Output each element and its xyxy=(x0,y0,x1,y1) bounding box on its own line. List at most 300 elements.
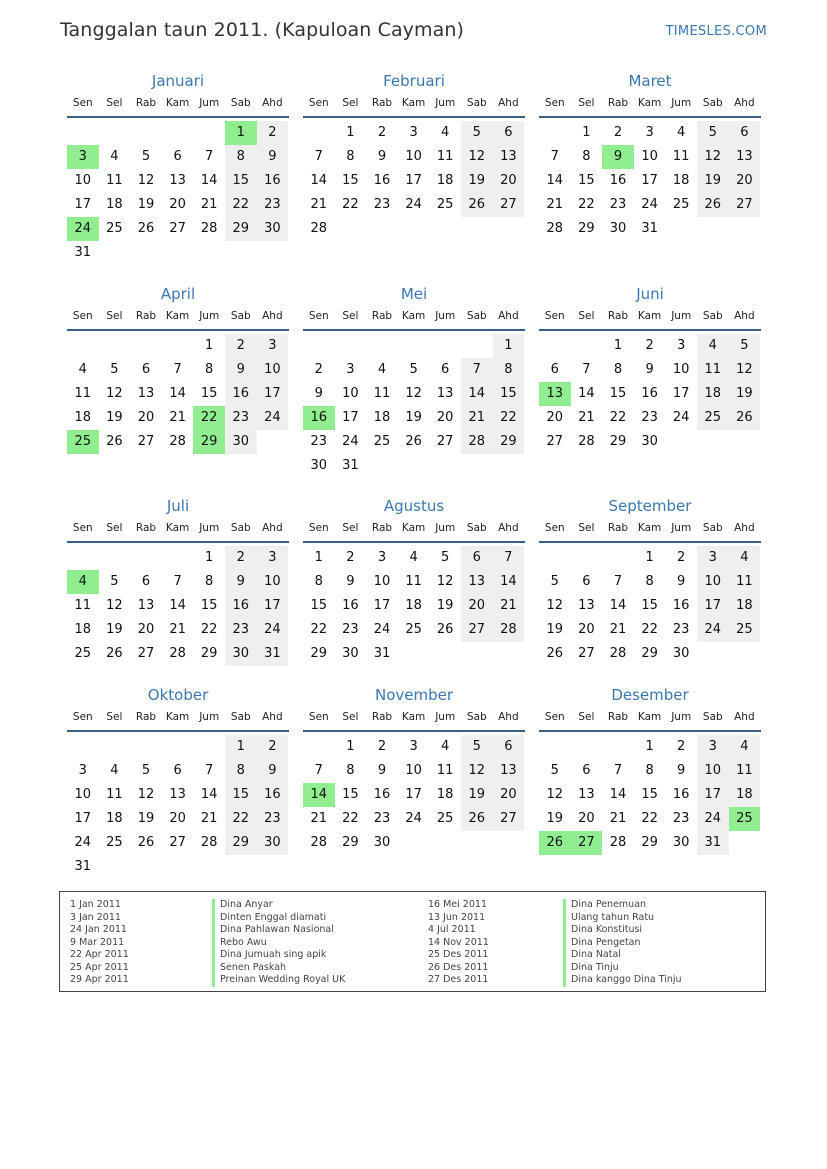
day-cell[interactable]: 27 xyxy=(461,618,493,642)
day-cell[interactable]: 30 xyxy=(342,646,359,661)
day-cell[interactable]: 20 xyxy=(578,622,595,637)
day-cell[interactable]: 18 xyxy=(373,410,391,425)
day-cell[interactable]: 1 xyxy=(493,334,525,358)
day-cell[interactable]: 16 xyxy=(225,594,257,618)
day-cell[interactable]: 19 xyxy=(436,598,454,613)
day-cell[interactable]: 24 xyxy=(697,618,729,642)
holiday-day-cell[interactable]: 27 xyxy=(571,831,603,855)
day-cell[interactable]: 4 xyxy=(377,362,387,377)
day-cell[interactable]: 29 xyxy=(641,835,658,850)
day-cell[interactable]: 12 xyxy=(405,386,422,401)
day-cell[interactable]: 3 xyxy=(645,125,654,140)
holiday-day-cell[interactable]: 22 xyxy=(193,406,225,430)
day-cell[interactable]: 20 xyxy=(137,410,155,425)
day-cell[interactable]: 18 xyxy=(729,594,761,618)
day-cell[interactable]: 16 xyxy=(342,598,359,613)
day-cell[interactable]: 11 xyxy=(436,149,454,164)
day-cell[interactable]: 24 xyxy=(74,835,92,850)
day-cell[interactable]: 10 xyxy=(74,173,92,188)
holiday-day-cell[interactable]: 13 xyxy=(539,382,571,406)
holiday-day-cell[interactable]: 14 xyxy=(303,783,335,807)
day-cell[interactable]: 8 xyxy=(645,574,654,589)
day-cell[interactable]: 15 xyxy=(493,382,525,406)
day-cell[interactable]: 9 xyxy=(377,149,387,164)
day-cell[interactable]: 2 xyxy=(346,550,355,565)
day-cell[interactable]: 7 xyxy=(613,763,623,778)
day-cell[interactable]: 3 xyxy=(257,546,289,570)
holiday-day-cell[interactable]: 4 xyxy=(67,570,99,594)
day-cell[interactable]: 4 xyxy=(409,550,418,565)
day-cell[interactable]: 15 xyxy=(342,787,359,802)
day-cell[interactable]: 26 xyxy=(106,434,123,449)
day-cell[interactable]: 26 xyxy=(697,193,729,217)
day-cell[interactable]: 8 xyxy=(346,763,355,778)
day-cell[interactable]: 27 xyxy=(137,646,155,661)
day-cell[interactable]: 23 xyxy=(609,197,627,212)
day-cell[interactable]: 31 xyxy=(697,831,729,855)
day-cell[interactable]: 21 xyxy=(310,811,328,826)
day-cell[interactable]: 25 xyxy=(729,618,761,642)
day-cell[interactable]: 4 xyxy=(78,362,87,377)
day-cell[interactable]: 21 xyxy=(200,811,218,826)
day-cell[interactable]: 26 xyxy=(137,221,155,236)
day-cell[interactable]: 20 xyxy=(546,410,564,425)
day-cell[interactable]: 16 xyxy=(672,787,690,802)
day-cell[interactable]: 17 xyxy=(405,173,422,188)
day-cell[interactable]: 23 xyxy=(672,811,690,826)
day-cell[interactable]: 30 xyxy=(257,831,289,855)
holiday-day-cell[interactable]: 26 xyxy=(539,831,571,855)
day-cell[interactable]: 31 xyxy=(257,642,289,666)
day-cell[interactable]: 19 xyxy=(461,169,493,193)
day-cell[interactable]: 12 xyxy=(106,598,123,613)
day-cell[interactable]: 9 xyxy=(225,358,257,382)
day-cell[interactable]: 4 xyxy=(110,763,119,778)
day-cell[interactable]: 3 xyxy=(409,739,418,754)
day-cell[interactable]: 16 xyxy=(672,598,690,613)
day-cell[interactable]: 23 xyxy=(373,197,391,212)
day-cell[interactable]: 7 xyxy=(205,763,214,778)
day-cell[interactable]: 28 xyxy=(461,430,493,454)
day-cell[interactable]: 6 xyxy=(582,574,591,589)
day-cell[interactable]: 31 xyxy=(74,859,92,874)
day-cell[interactable]: 11 xyxy=(672,149,690,164)
day-cell[interactable]: 2 xyxy=(677,550,686,565)
day-cell[interactable]: 12 xyxy=(697,145,729,169)
day-cell[interactable]: 22 xyxy=(493,406,525,430)
day-cell[interactable]: 19 xyxy=(461,783,493,807)
day-cell[interactable]: 10 xyxy=(257,358,289,382)
day-cell[interactable]: 18 xyxy=(436,173,454,188)
day-cell[interactable]: 28 xyxy=(169,434,186,449)
site-logo[interactable]: TIMESLES.COM xyxy=(665,24,767,39)
day-cell[interactable]: 13 xyxy=(578,787,595,802)
day-cell[interactable]: 4 xyxy=(729,735,761,759)
day-cell[interactable]: 5 xyxy=(141,763,151,778)
day-cell[interactable]: 5 xyxy=(141,149,151,164)
day-cell[interactable]: 16 xyxy=(641,386,658,401)
day-cell[interactable]: 30 xyxy=(609,221,627,236)
holiday-day-cell[interactable]: 16 xyxy=(303,406,335,430)
day-cell[interactable]: 19 xyxy=(697,169,729,193)
day-cell[interactable]: 2 xyxy=(613,125,623,140)
day-cell[interactable]: 20 xyxy=(578,811,595,826)
day-cell[interactable]: 19 xyxy=(405,410,422,425)
day-cell[interactable]: 24 xyxy=(405,811,422,826)
day-cell[interactable]: 13 xyxy=(436,386,454,401)
day-cell[interactable]: 7 xyxy=(314,149,323,164)
day-cell[interactable]: 2 xyxy=(377,125,387,140)
day-cell[interactable]: 3 xyxy=(377,550,387,565)
day-cell[interactable]: 29 xyxy=(342,835,359,850)
day-cell[interactable]: 23 xyxy=(672,622,690,637)
day-cell[interactable]: 1 xyxy=(645,550,654,565)
day-cell[interactable]: 1 xyxy=(314,550,323,565)
day-cell[interactable]: 17 xyxy=(697,783,729,807)
day-cell[interactable]: 30 xyxy=(310,458,328,473)
day-cell[interactable]: 5 xyxy=(697,121,729,145)
day-cell[interactable]: 14 xyxy=(200,173,218,188)
day-cell[interactable]: 12 xyxy=(461,145,493,169)
day-cell[interactable]: 9 xyxy=(257,759,289,783)
day-cell[interactable]: 2 xyxy=(314,362,323,377)
day-cell[interactable]: 27 xyxy=(436,434,454,449)
day-cell[interactable]: 19 xyxy=(106,410,123,425)
day-cell[interactable]: 11 xyxy=(106,173,123,188)
day-cell[interactable]: 30 xyxy=(225,430,257,454)
day-cell[interactable]: 4 xyxy=(441,125,450,140)
day-cell[interactable]: 15 xyxy=(641,598,658,613)
day-cell[interactable]: 9 xyxy=(677,574,686,589)
day-cell[interactable]: 18 xyxy=(106,811,123,826)
day-cell[interactable]: 8 xyxy=(645,763,654,778)
day-cell[interactable]: 18 xyxy=(436,787,454,802)
day-cell[interactable]: 23 xyxy=(641,410,658,425)
day-cell[interactable]: 14 xyxy=(546,173,564,188)
day-cell[interactable]: 27 xyxy=(169,221,186,236)
day-cell[interactable]: 3 xyxy=(78,763,87,778)
day-cell[interactable]: 6 xyxy=(729,121,761,145)
day-cell[interactable]: 27 xyxy=(729,193,761,217)
day-cell[interactable]: 3 xyxy=(346,362,355,377)
day-cell[interactable]: 28 xyxy=(609,835,627,850)
day-cell[interactable]: 18 xyxy=(672,173,690,188)
day-cell[interactable]: 26 xyxy=(461,807,493,831)
day-cell[interactable]: 30 xyxy=(672,646,690,661)
day-cell[interactable]: 24 xyxy=(672,410,690,425)
day-cell[interactable]: 2 xyxy=(225,334,257,358)
day-cell[interactable]: 10 xyxy=(74,787,92,802)
day-cell[interactable]: 19 xyxy=(137,197,155,212)
day-cell[interactable]: 1 xyxy=(205,550,214,565)
day-cell[interactable]: 13 xyxy=(137,598,155,613)
day-cell[interactable]: 8 xyxy=(205,574,214,589)
day-cell[interactable]: 22 xyxy=(310,622,328,637)
day-cell[interactable]: 11 xyxy=(697,358,729,382)
holiday-day-cell[interactable]: 25 xyxy=(729,807,761,831)
holiday-day-cell[interactable]: 9 xyxy=(602,145,634,169)
day-cell[interactable]: 15 xyxy=(641,787,658,802)
day-cell[interactable]: 10 xyxy=(672,362,690,377)
day-cell[interactable]: 28 xyxy=(200,835,218,850)
day-cell[interactable]: 20 xyxy=(493,169,525,193)
day-cell[interactable]: 7 xyxy=(613,574,623,589)
day-cell[interactable]: 25 xyxy=(405,622,422,637)
day-cell[interactable]: 20 xyxy=(169,197,186,212)
day-cell[interactable]: 16 xyxy=(257,783,289,807)
day-cell[interactable]: 17 xyxy=(697,594,729,618)
day-cell[interactable]: 6 xyxy=(441,362,450,377)
holiday-day-cell[interactable]: 1 xyxy=(225,121,257,145)
day-cell[interactable]: 9 xyxy=(225,570,257,594)
day-cell[interactable]: 1 xyxy=(225,735,257,759)
day-cell[interactable]: 5 xyxy=(461,735,493,759)
day-cell[interactable]: 10 xyxy=(405,763,422,778)
day-cell[interactable]: 6 xyxy=(173,149,182,164)
day-cell[interactable]: 30 xyxy=(257,217,289,241)
day-cell[interactable]: 25 xyxy=(373,434,391,449)
day-cell[interactable]: 11 xyxy=(74,386,92,401)
day-cell[interactable]: 21 xyxy=(546,197,564,212)
day-cell[interactable]: 22 xyxy=(200,622,218,637)
day-cell[interactable]: 14 xyxy=(493,570,525,594)
day-cell[interactable]: 24 xyxy=(405,197,422,212)
day-cell[interactable]: 20 xyxy=(436,410,454,425)
day-cell[interactable]: 12 xyxy=(137,787,155,802)
day-cell[interactable]: 10 xyxy=(373,574,391,589)
day-cell[interactable]: 26 xyxy=(729,406,761,430)
day-cell[interactable]: 11 xyxy=(405,574,422,589)
day-cell[interactable]: 24 xyxy=(697,807,729,831)
day-cell[interactable]: 31 xyxy=(373,646,391,661)
day-cell[interactable]: 25 xyxy=(697,406,729,430)
day-cell[interactable]: 31 xyxy=(641,221,658,236)
day-cell[interactable]: 22 xyxy=(641,811,658,826)
day-cell[interactable]: 16 xyxy=(257,169,289,193)
day-cell[interactable]: 7 xyxy=(173,362,182,377)
day-cell[interactable]: 10 xyxy=(641,149,658,164)
day-cell[interactable]: 29 xyxy=(641,646,658,661)
day-cell[interactable]: 18 xyxy=(106,197,123,212)
day-cell[interactable]: 28 xyxy=(169,646,186,661)
day-cell[interactable]: 28 xyxy=(310,835,328,850)
day-cell[interactable]: 25 xyxy=(672,197,690,212)
day-cell[interactable]: 13 xyxy=(137,386,155,401)
day-cell[interactable]: 26 xyxy=(546,646,564,661)
day-cell[interactable]: 14 xyxy=(169,386,186,401)
day-cell[interactable]: 7 xyxy=(314,763,323,778)
day-cell[interactable]: 5 xyxy=(550,763,559,778)
day-cell[interactable]: 7 xyxy=(582,362,591,377)
day-cell[interactable]: 24 xyxy=(373,622,391,637)
day-cell[interactable]: 28 xyxy=(310,221,328,236)
day-cell[interactable]: 10 xyxy=(697,759,729,783)
day-cell[interactable]: 27 xyxy=(169,835,186,850)
day-cell[interactable]: 13 xyxy=(461,570,493,594)
day-cell[interactable]: 9 xyxy=(257,145,289,169)
day-cell[interactable]: 11 xyxy=(729,570,761,594)
day-cell[interactable]: 21 xyxy=(493,594,525,618)
day-cell[interactable]: 14 xyxy=(578,386,595,401)
day-cell[interactable]: 20 xyxy=(493,783,525,807)
day-cell[interactable]: 30 xyxy=(225,642,257,666)
day-cell[interactable]: 3 xyxy=(257,334,289,358)
day-cell[interactable]: 3 xyxy=(697,735,729,759)
day-cell[interactable]: 9 xyxy=(377,763,387,778)
holiday-day-cell[interactable]: 24 xyxy=(67,217,99,241)
day-cell[interactable]: 30 xyxy=(672,835,690,850)
day-cell[interactable]: 1 xyxy=(645,739,654,754)
day-cell[interactable]: 6 xyxy=(173,763,182,778)
day-cell[interactable]: 12 xyxy=(461,759,493,783)
day-cell[interactable]: 25 xyxy=(74,646,92,661)
day-cell[interactable]: 12 xyxy=(546,787,564,802)
day-cell[interactable]: 18 xyxy=(74,622,92,637)
day-cell[interactable]: 20 xyxy=(137,622,155,637)
day-cell[interactable]: 21 xyxy=(310,197,328,212)
day-cell[interactable]: 15 xyxy=(609,386,627,401)
day-cell[interactable]: 9 xyxy=(645,362,654,377)
day-cell[interactable]: 14 xyxy=(609,787,627,802)
day-cell[interactable]: 17 xyxy=(405,787,422,802)
day-cell[interactable]: 9 xyxy=(314,386,323,401)
day-cell[interactable]: 23 xyxy=(257,807,289,831)
day-cell[interactable]: 10 xyxy=(697,570,729,594)
day-cell[interactable]: 7 xyxy=(205,149,214,164)
day-cell[interactable]: 2 xyxy=(677,739,686,754)
day-cell[interactable]: 7 xyxy=(550,149,559,164)
day-cell[interactable]: 26 xyxy=(461,193,493,217)
day-cell[interactable]: 13 xyxy=(169,787,186,802)
day-cell[interactable]: 6 xyxy=(550,362,559,377)
day-cell[interactable]: 8 xyxy=(225,145,257,169)
day-cell[interactable]: 20 xyxy=(169,811,186,826)
holiday-day-cell[interactable]: 3 xyxy=(67,145,99,169)
day-cell[interactable]: 8 xyxy=(205,362,214,377)
holiday-day-cell[interactable]: 29 xyxy=(193,430,225,454)
day-cell[interactable]: 17 xyxy=(672,386,690,401)
day-cell[interactable]: 13 xyxy=(169,173,186,188)
day-cell[interactable]: 5 xyxy=(461,121,493,145)
day-cell[interactable]: 22 xyxy=(225,807,257,831)
day-cell[interactable]: 9 xyxy=(677,763,686,778)
day-cell[interactable]: 23 xyxy=(342,622,359,637)
day-cell[interactable]: 14 xyxy=(310,173,328,188)
day-cell[interactable]: 16 xyxy=(373,173,391,188)
day-cell[interactable]: 1 xyxy=(205,338,214,353)
day-cell[interactable]: 25 xyxy=(436,811,454,826)
day-cell[interactable]: 2 xyxy=(225,546,257,570)
holiday-day-cell[interactable]: 25 xyxy=(67,430,99,454)
day-cell[interactable]: 6 xyxy=(141,362,151,377)
day-cell[interactable]: 8 xyxy=(613,362,623,377)
day-cell[interactable]: 22 xyxy=(609,410,627,425)
day-cell[interactable]: 4 xyxy=(441,739,450,754)
day-cell[interactable]: 5 xyxy=(729,334,761,358)
day-cell[interactable]: 11 xyxy=(373,386,391,401)
day-cell[interactable]: 2 xyxy=(257,121,289,145)
day-cell[interactable]: 25 xyxy=(106,221,123,236)
day-cell[interactable]: 5 xyxy=(110,362,119,377)
day-cell[interactable]: 17 xyxy=(74,197,92,212)
day-cell[interactable]: 16 xyxy=(373,787,391,802)
day-cell[interactable]: 21 xyxy=(609,622,627,637)
day-cell[interactable]: 4 xyxy=(110,149,119,164)
day-cell[interactable]: 23 xyxy=(257,193,289,217)
day-cell[interactable]: 17 xyxy=(641,173,658,188)
day-cell[interactable]: 13 xyxy=(493,759,525,783)
day-cell[interactable]: 4 xyxy=(677,125,686,140)
day-cell[interactable]: 19 xyxy=(729,382,761,406)
day-cell[interactable]: 11 xyxy=(74,598,92,613)
day-cell[interactable]: 6 xyxy=(493,735,525,759)
day-cell[interactable]: 28 xyxy=(546,221,564,236)
day-cell[interactable]: 10 xyxy=(257,570,289,594)
day-cell[interactable]: 8 xyxy=(314,574,323,589)
day-cell[interactable]: 5 xyxy=(550,574,559,589)
day-cell[interactable]: 24 xyxy=(641,197,658,212)
day-cell[interactable]: 21 xyxy=(578,410,595,425)
day-cell[interactable]: 19 xyxy=(106,622,123,637)
day-cell[interactable]: 14 xyxy=(169,598,186,613)
day-cell[interactable]: 15 xyxy=(578,173,595,188)
day-cell[interactable]: 22 xyxy=(342,197,359,212)
day-cell[interactable]: 3 xyxy=(697,546,729,570)
day-cell[interactable]: 20 xyxy=(729,169,761,193)
day-cell[interactable]: 29 xyxy=(225,831,257,855)
day-cell[interactable]: 27 xyxy=(546,434,564,449)
day-cell[interactable]: 18 xyxy=(405,598,422,613)
day-cell[interactable]: 14 xyxy=(609,598,627,613)
day-cell[interactable]: 26 xyxy=(106,646,123,661)
day-cell[interactable]: 26 xyxy=(137,835,155,850)
day-cell[interactable]: 5 xyxy=(409,362,418,377)
day-cell[interactable]: 22 xyxy=(225,193,257,217)
day-cell[interactable]: 22 xyxy=(641,622,658,637)
day-cell[interactable]: 21 xyxy=(461,406,493,430)
day-cell[interactable]: 19 xyxy=(546,622,564,637)
day-cell[interactable]: 3 xyxy=(677,338,686,353)
day-cell[interactable]: 28 xyxy=(578,434,595,449)
day-cell[interactable]: 29 xyxy=(578,221,595,236)
day-cell[interactable]: 28 xyxy=(200,221,218,236)
day-cell[interactable]: 15 xyxy=(310,598,328,613)
day-cell[interactable]: 27 xyxy=(137,434,155,449)
day-cell[interactable]: 17 xyxy=(342,410,359,425)
day-cell[interactable]: 8 xyxy=(582,149,591,164)
day-cell[interactable]: 31 xyxy=(342,458,359,473)
day-cell[interactable]: 12 xyxy=(436,574,454,589)
day-cell[interactable]: 5 xyxy=(441,550,450,565)
day-cell[interactable]: 22 xyxy=(342,811,359,826)
day-cell[interactable]: 9 xyxy=(346,574,355,589)
day-cell[interactable]: 26 xyxy=(405,434,422,449)
day-cell[interactable]: 29 xyxy=(310,646,328,661)
day-cell[interactable]: 30 xyxy=(373,835,391,850)
day-cell[interactable]: 29 xyxy=(493,430,525,454)
day-cell[interactable]: 25 xyxy=(106,835,123,850)
day-cell[interactable]: 15 xyxy=(342,173,359,188)
day-cell[interactable]: 27 xyxy=(578,646,595,661)
day-cell[interactable]: 1 xyxy=(613,338,623,353)
day-cell[interactable]: 15 xyxy=(225,783,257,807)
day-cell[interactable]: 18 xyxy=(697,382,729,406)
day-cell[interactable]: 29 xyxy=(609,434,627,449)
day-cell[interactable]: 23 xyxy=(310,434,328,449)
day-cell[interactable]: 8 xyxy=(493,358,525,382)
day-cell[interactable]: 6 xyxy=(461,546,493,570)
day-cell[interactable]: 21 xyxy=(169,622,186,637)
